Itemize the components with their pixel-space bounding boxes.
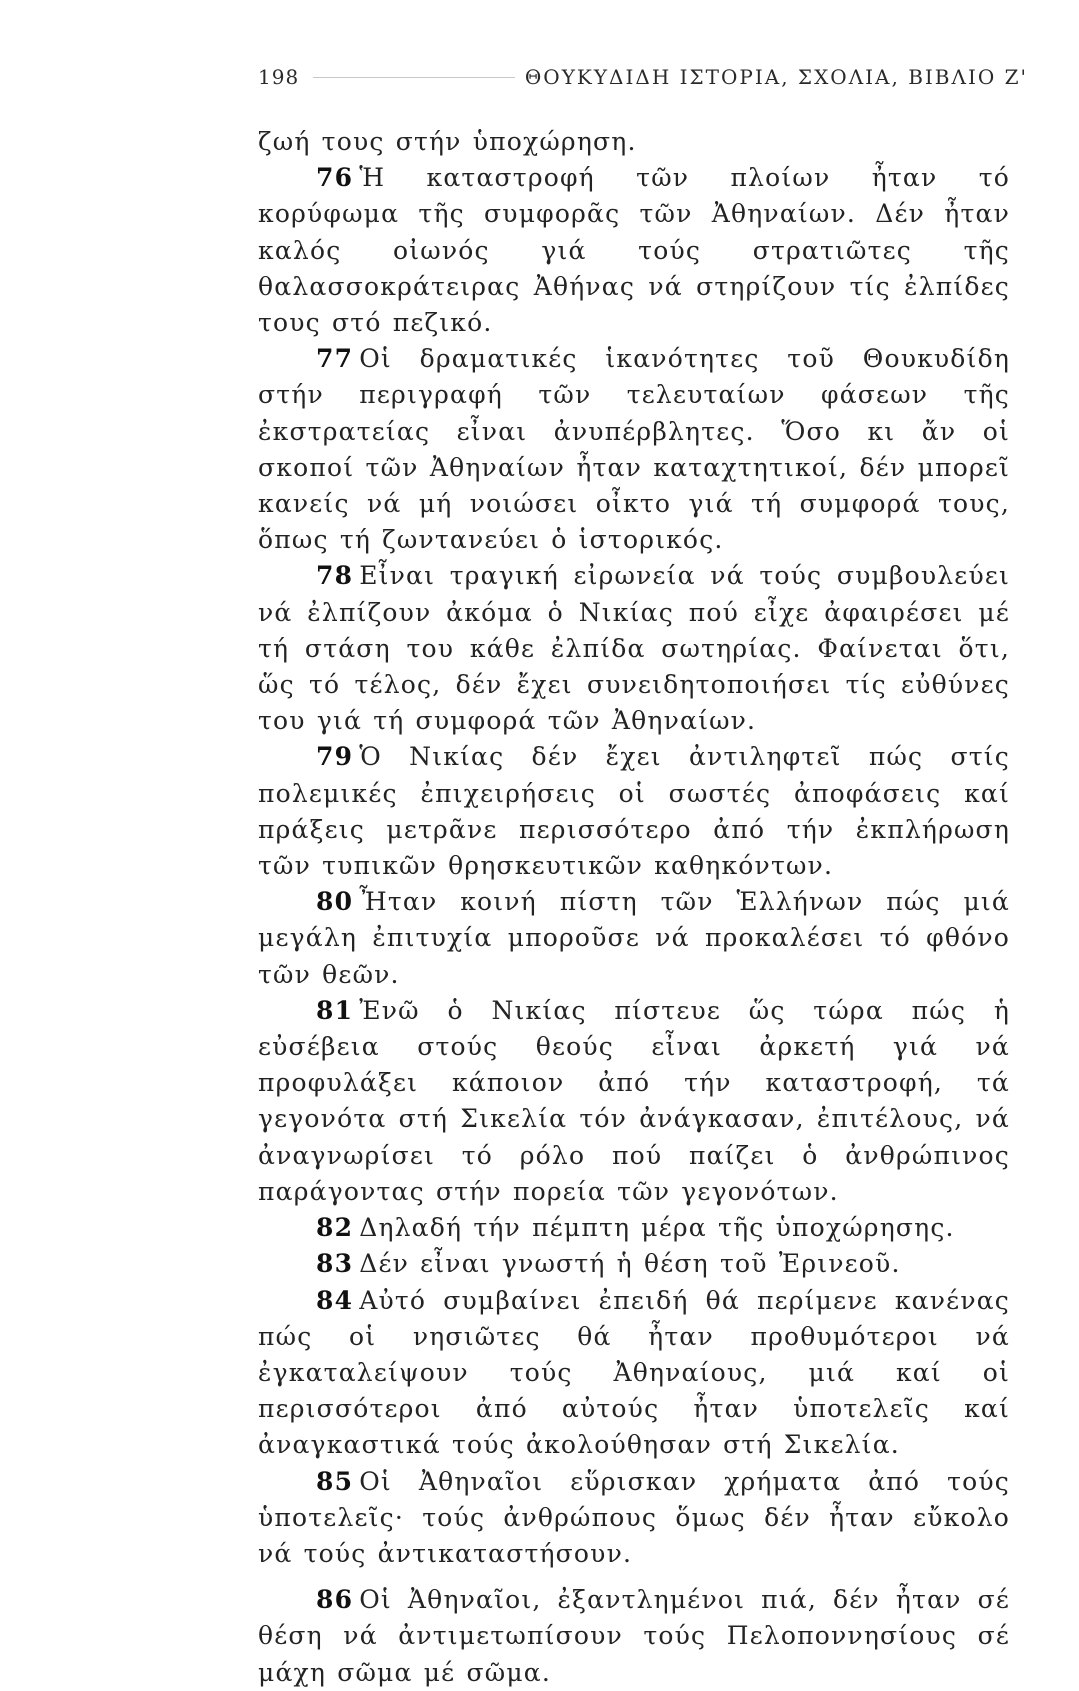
note-number: 80	[316, 887, 354, 917]
note-text: Ὁ Νικίας δέν ἔχει ἀντιληφτεῖ πώς στίς πολεμικές ἐπιχειρήσεις οἱ σωστές ἀποφάσεις καί πράξεις μετρᾶνε περισσότερο ἀπό τήν ἐκπλήρωση τῶν τυπικῶν θρησκευτικῶν καθηκόντων.	[258, 742, 1010, 881]
note-76	[258, 160, 1010, 341]
note-number: 85	[316, 1466, 354, 1496]
note-number: 86	[316, 1585, 354, 1615]
header-rule	[313, 77, 515, 78]
note-text: Ἡ καταστροφή τῶν πλοίων ἦταν τό κορύφωμα τῆς συμφορᾶς τῶν Ἀθηναίων. Δέν ἦταν καλός οἰωνός γιά τούς στρατιῶτες τῆς θαλασσοκράτειρας Ἀθήνας νά στηρίζουν τίς ἐλπίδες τους στό πεζικό.	[258, 163, 1010, 338]
note-number: 79	[316, 742, 354, 772]
note-80	[258, 884, 1010, 993]
running-title: ΘΟΥΚΥΔΙΔΗ ΙΣΤΟΡΙΑ, ΣΧΟΛΙΑ, ΒΙΒΛΙΟ Ζ'	[524, 65, 1028, 89]
note-number: 77	[316, 344, 354, 374]
note-79	[258, 739, 1010, 884]
note-number: 81	[316, 995, 354, 1025]
commentary-notes	[258, 124, 1010, 1691]
note-78	[258, 558, 1010, 739]
note-text: Δέν εἶναι γνωστή ἡ θέση τοῦ Ἐρινεοῦ.	[359, 1249, 901, 1279]
note-number: 82	[316, 1213, 354, 1243]
running-header	[258, 60, 1028, 94]
note-number: 84	[316, 1285, 354, 1315]
note-83	[258, 1246, 1010, 1282]
note-number: 76	[316, 163, 354, 193]
note-82	[258, 1210, 1010, 1246]
note-text: Ἦταν κοινή πίστη τῶν Ἑλλήνων πώς μιά μεγάλη ἐπιτυχία μποροῦσε νά προκαλέσει τό φθόνο τῶν θεῶν.	[258, 887, 1010, 989]
page-number: 198	[258, 65, 300, 89]
continuation-text: ζωή τους στήν ὑποχώρηση.	[258, 127, 637, 156]
note-81	[258, 993, 1010, 1210]
note-text: Οἱ Ἀθηναῖοι εὕρισκαν χρήματα ἀπό τούς ὑποτελεῖς· τούς ἀνθρώπους ὅμως δέν ἦταν εὔκολο νά τούς ἀντικαταστήσουν.	[258, 1466, 1010, 1568]
note-text: Αὐτό συμβαίνει ἐπειδή θά περίμενε κανένας πώς οἱ νησιῶτες θά ἦταν προθυμότεροι νά ἐγκαταλείψουν τούς Ἀθηναίους, μιά καί οἱ περισσότεροι ἀπό αὐτούς ἦταν ὑποτελεῖς καί ἀναγκαστικά τούς ἀκολούθησαν στή Σικελία.	[258, 1285, 1010, 1460]
note-number: 78	[316, 561, 354, 591]
note-text: Ἐνῶ ὁ Νικίας πίστευε ὥς τώρα πώς ἡ εὐσέβεια στούς θεούς εἶναι ἀρκετή γιά νά προφυλάξει κάποιον ἀπό τήν καταστροφή, τά γεγονότα στή Σικελία τόν ἀνάγκασαν, ἐπιτέλους, νά ἀναγνωρίσει τό ρόλο πού παίζει ὁ ἀνθρώπινος παράγοντας στήν πορεία τῶν γεγονότων.	[258, 995, 1010, 1206]
note-text: Οἱ Ἀθηναῖοι, ἐξαντλημένοι πιά, δέν ἦταν σέ θέση νά ἀντιμετωπίσουν τούς Πελοποννησίους σέ μάχη σῶμα μέ σῶμα.	[258, 1585, 1010, 1687]
note-number: 83	[316, 1249, 354, 1279]
note-85	[258, 1464, 1010, 1573]
note-text: Εἶναι τραγική εἰρωνεία νά τούς συμβουλεύει νά ἐλπίζουν ἀκόμα ὁ Νικίας πού εἶχε ἀφαιρέσει μέ τή στάση του κάθε ἐλπίδα σωτηρίας. Φαίνεται ὅτι, ὥς τό τέλος, δέν ἔχει συνειδητοποιήσει τίς εὐθύνες του γιά τή συμφορά τῶν Ἀθηναίων.	[258, 561, 1010, 736]
note-77	[258, 341, 1010, 558]
note-86	[258, 1582, 1010, 1691]
note-text: Οἱ δραματικές ἱκανότητες τοῦ Θουκυδίδη στήν περιγραφή τῶν τελευταίων φάσεων τῆς ἐκστρατείας εἶναι ἀνυπέρβλητες. Ὅσο κι ἄν οἱ σκοποί τῶν Ἀθηναίων ἦταν καταχτητικοί, δέν μπορεῖ κανείς νά μή νοιώσει οἶκτο γιά τή συμφορά τους, ὅπως τή ζωντανεύει ὁ ἱστορικός.	[258, 344, 1010, 555]
note-84	[258, 1283, 1010, 1464]
note-text: Δηλαδή τήν πέμπτη μέρα τῆς ὑποχώρησης.	[359, 1213, 955, 1243]
